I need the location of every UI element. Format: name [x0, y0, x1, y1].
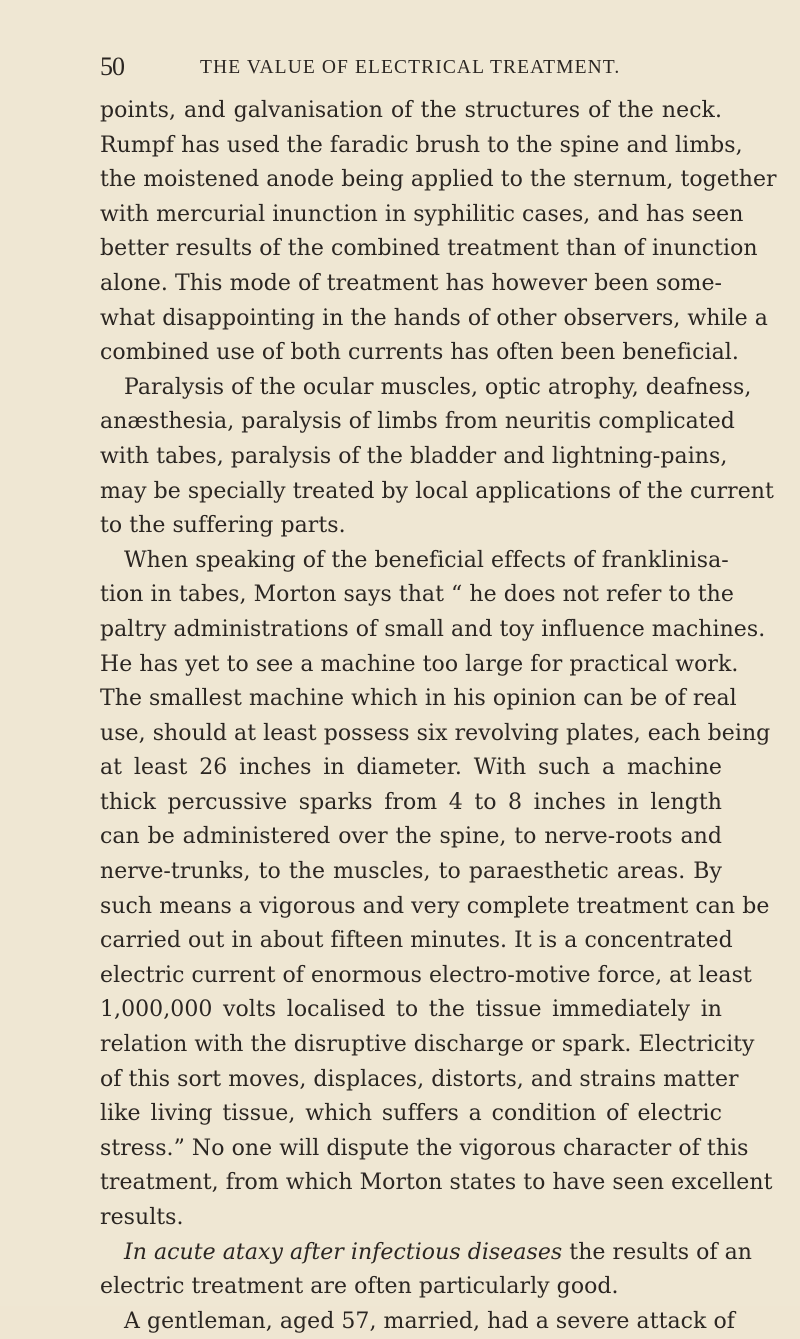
- text-line: stress.” No one will dispute the vigorous character of this: [100, 1135, 749, 1161]
- text-line: results.: [100, 1205, 184, 1230]
- text-fragment: the results of an: [562, 1239, 753, 1265]
- text-line: thick percussive sparks from 4 to 8 inches in length: [100, 789, 722, 815]
- text-line: He has yet to see a machine too large for practical work.: [100, 651, 739, 677]
- text-line: at least 26 inches in diameter. With such a machine: [100, 755, 722, 781]
- text-line: paltry administrations of small and toy influence machines.: [100, 616, 766, 642]
- text-line: electric treatment are often particularly good.: [100, 1274, 619, 1300]
- text-line: A gentleman, aged 57, married, had a severe attack of: [124, 1308, 735, 1334]
- page-header: [100, 52, 722, 82]
- text-line: of this sort moves, displaces, distorts, and strains matter: [100, 1066, 739, 1092]
- text-line: use, should at least possess six revolving plates, each being: [100, 720, 771, 746]
- text-line: treatment, from which Morton states to have seen excellent: [100, 1170, 773, 1196]
- text-line: like living tissue, which suffers a condition of electric: [100, 1101, 722, 1127]
- text-line: to the suffering parts.: [100, 513, 346, 539]
- body-text: [100, 94, 777, 1339]
- text-line: carried out in about fifteen minutes. It is a concentrated: [100, 928, 733, 954]
- text-line: what disappointing in the hands of other observers, while a: [100, 305, 768, 331]
- text-line: may be specially treated by local applications of the current: [100, 478, 774, 504]
- text-line: When speaking of the beneficial effects of franklinisa-: [124, 547, 729, 573]
- text-line: with tabes, paralysis of the bladder and lightning-pains,: [100, 443, 728, 469]
- text-line: relation with the disruptive discharge or spark. Electricity: [100, 1032, 755, 1058]
- text-line: such means a vigorous and very complete treatment can be: [100, 893, 770, 919]
- text-line: electric current of enormous electro-motive force, at least: [100, 962, 752, 988]
- text-line: the moistened anode being applied to the sternum, together: [100, 167, 777, 193]
- text-line: [100, 1236, 753, 1271]
- text-line: Rumpf has used the faradic brush to the spine and limbs,: [100, 132, 743, 158]
- text-line: anæsthesia, paralysis of limbs from neuritis complicated: [100, 409, 735, 435]
- text-line: better results of the combined treatment than of inunction: [100, 236, 758, 262]
- italic-phrase: In acute ataxy after infectious diseases: [124, 1239, 563, 1265]
- text-line: 1,000,000 volts localised to the tissue immediately in: [100, 997, 722, 1023]
- text-line: can be administered over the spine, to nerve-roots and: [100, 824, 722, 850]
- text-line: tion in tabes, Morton says that “ he does not refer to the: [100, 582, 734, 608]
- text-line: with mercurial inunction in syphilitic cases, and has seen: [100, 201, 744, 227]
- text-line: points, and galvanisation of the structures of the neck.: [100, 98, 722, 123]
- text-line: combined use of both currents has often been beneficial.: [100, 340, 739, 366]
- text-line: nerve-trunks, to the muscles, to paraesthetic areas. By: [100, 859, 722, 885]
- text-line: alone. This mode of treatment has however been some-: [100, 270, 722, 296]
- running-head: THE VALUE OF ELECTRICAL TREATMENT.: [200, 57, 621, 78]
- text-line: Paralysis of the ocular muscles, optic atrophy, deafness,: [124, 374, 752, 400]
- page-number: 50: [100, 52, 124, 81]
- text-line: The smallest machine which in his opinion can be of real: [100, 686, 737, 712]
